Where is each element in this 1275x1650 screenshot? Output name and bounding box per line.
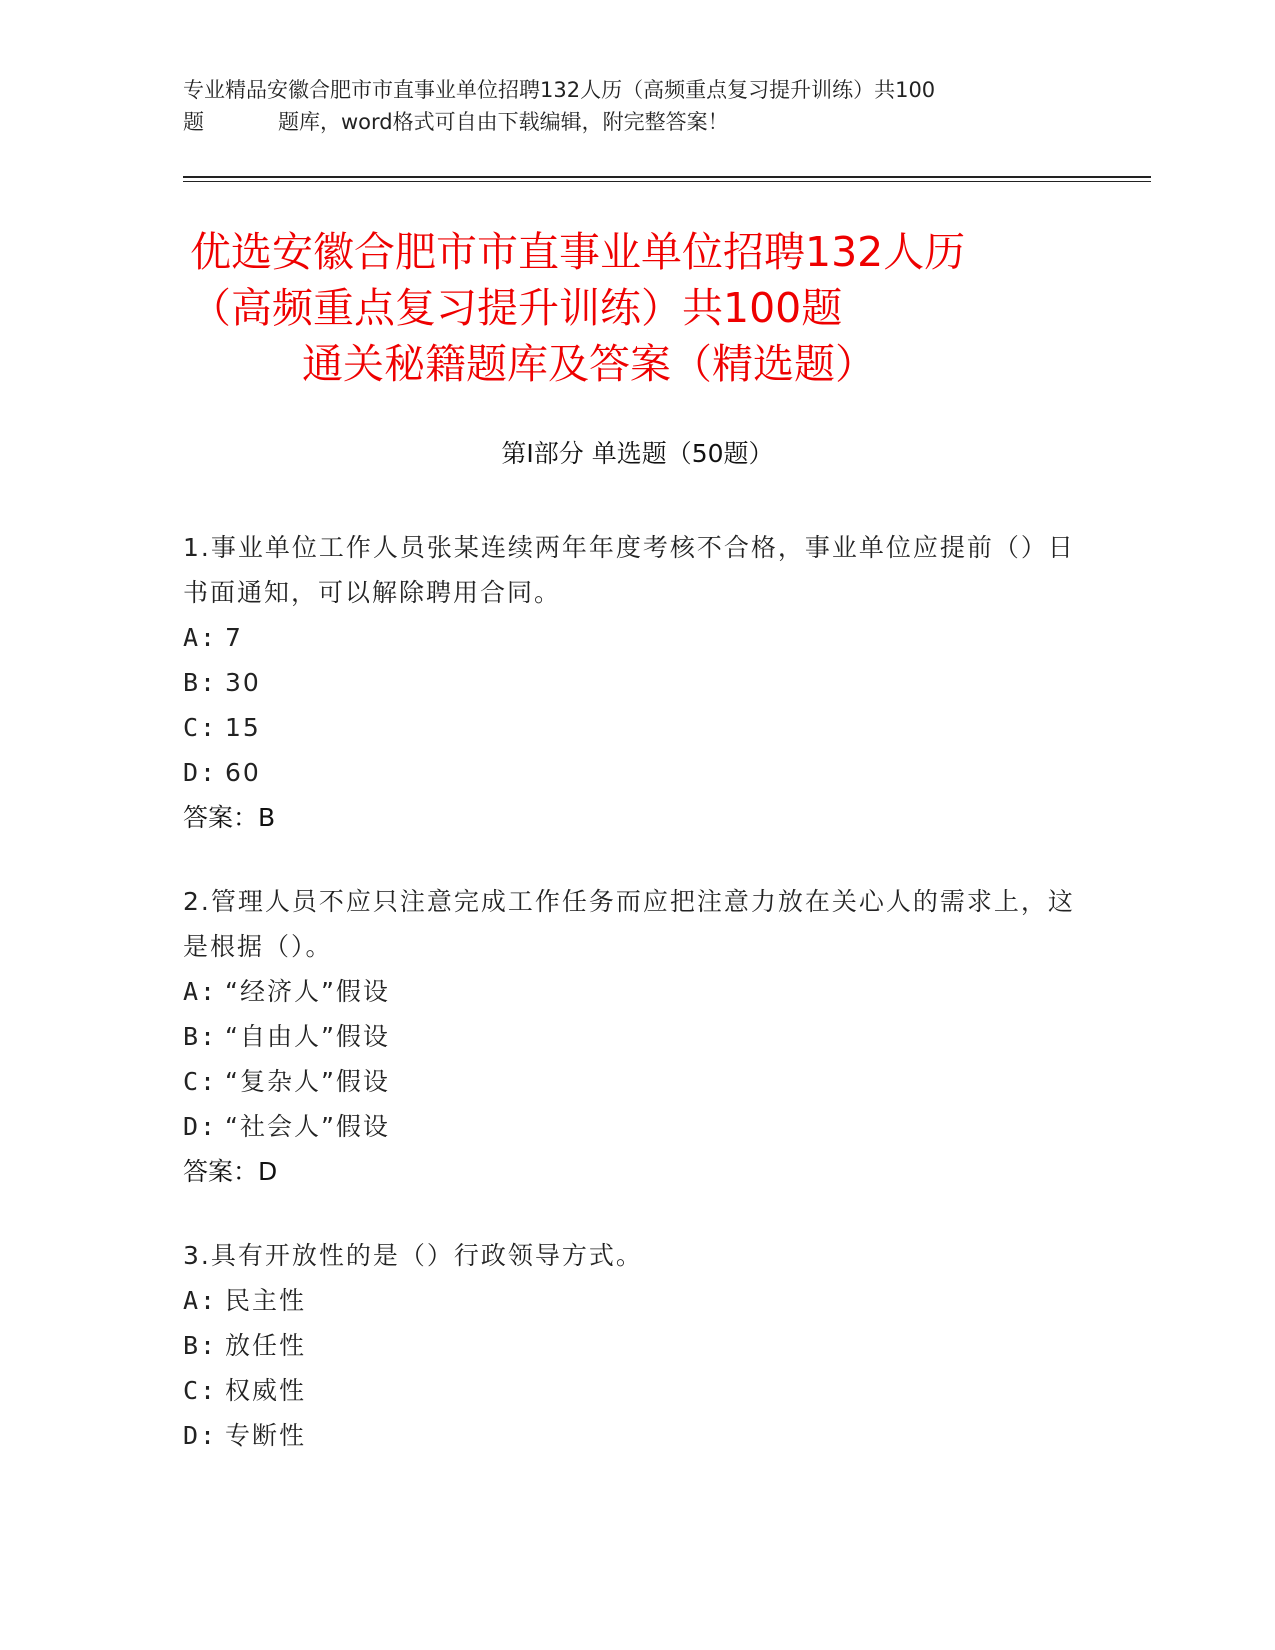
option-text: 15	[225, 713, 261, 742]
header-note-line1: 专业精品安徽合肥市市直事业单位招聘132人历（高频重点复习提升训练）共100	[183, 78, 936, 102]
option-text: 权威性	[225, 1376, 307, 1405]
option-b	[183, 1014, 1083, 1059]
option-text: 7	[225, 623, 243, 652]
option-letter: B:	[183, 1022, 218, 1051]
option-letter: C:	[183, 1376, 218, 1405]
question-1	[183, 525, 1083, 840]
option-text: “社会人”假设	[225, 1112, 390, 1141]
option-text: 专断性	[225, 1421, 307, 1450]
option-letter: A:	[183, 1286, 218, 1315]
title-line3: 通关秘籍题库及答案（精选题）	[302, 340, 876, 388]
option-letter: C:	[183, 1067, 218, 1096]
question-stem: 2.管理人员不应只注意完成工作任务而应把注意力放在关心人的需求上，这是根据（）。	[183, 887, 1075, 961]
option-a	[183, 969, 1083, 1014]
header-note	[183, 74, 1063, 138]
section-heading: 第Ⅰ部分 单选题（50题）	[501, 439, 774, 468]
option-text: “经济人”假设	[225, 977, 390, 1006]
option-letter: A:	[183, 977, 218, 1006]
option-text: 60	[225, 758, 261, 787]
option-letter: C:	[183, 713, 218, 742]
header-divider-thick	[183, 176, 1151, 178]
option-b	[183, 1323, 1083, 1368]
title-line1: 优选安徽合肥市市直事业单位招聘132人历	[190, 228, 966, 276]
option-letter: B:	[183, 1331, 218, 1360]
question-2	[183, 879, 1083, 1194]
option-letter: D:	[183, 758, 218, 787]
question-3	[183, 1233, 1083, 1458]
header-divider-thin	[183, 181, 1151, 182]
answer-line: 答案：B	[183, 803, 276, 832]
answer-line: 答案：D	[183, 1157, 278, 1186]
option-b	[183, 660, 1083, 705]
option-text: “复杂人”假设	[225, 1067, 390, 1096]
option-d	[183, 1104, 1083, 1149]
option-c	[183, 1059, 1083, 1104]
document-title	[190, 224, 1090, 392]
option-d	[183, 1413, 1083, 1458]
title-line2: （高频重点复习提升训练）共100题	[190, 284, 843, 332]
option-text: 放任性	[225, 1331, 307, 1360]
option-letter: A:	[183, 623, 218, 652]
option-letter: D:	[183, 1112, 218, 1141]
header-note-line2-rest: 题库，word格式可自由下载编辑，附完整答案！	[278, 110, 729, 134]
option-text: “自由人”假设	[225, 1022, 390, 1051]
option-letter: D:	[183, 1421, 218, 1450]
option-d	[183, 750, 1083, 795]
option-text: 30	[225, 668, 261, 697]
header-note-line2	[183, 106, 1063, 138]
option-a	[183, 615, 1083, 660]
option-letter: B:	[183, 668, 218, 697]
option-c	[183, 705, 1083, 750]
option-c	[183, 1368, 1083, 1413]
question-list	[183, 525, 1083, 1497]
header-note-line2-start: 题	[183, 110, 204, 134]
option-text: 民主性	[225, 1286, 307, 1315]
question-stem: 3.具有开放性的是（）行政领导方式。	[183, 1241, 643, 1270]
question-stem: 1.事业单位工作人员张某连续两年年度考核不合格，事业单位应提前（）日书面通知，可以解除聘用合同。	[183, 533, 1075, 607]
option-a	[183, 1278, 1083, 1323]
